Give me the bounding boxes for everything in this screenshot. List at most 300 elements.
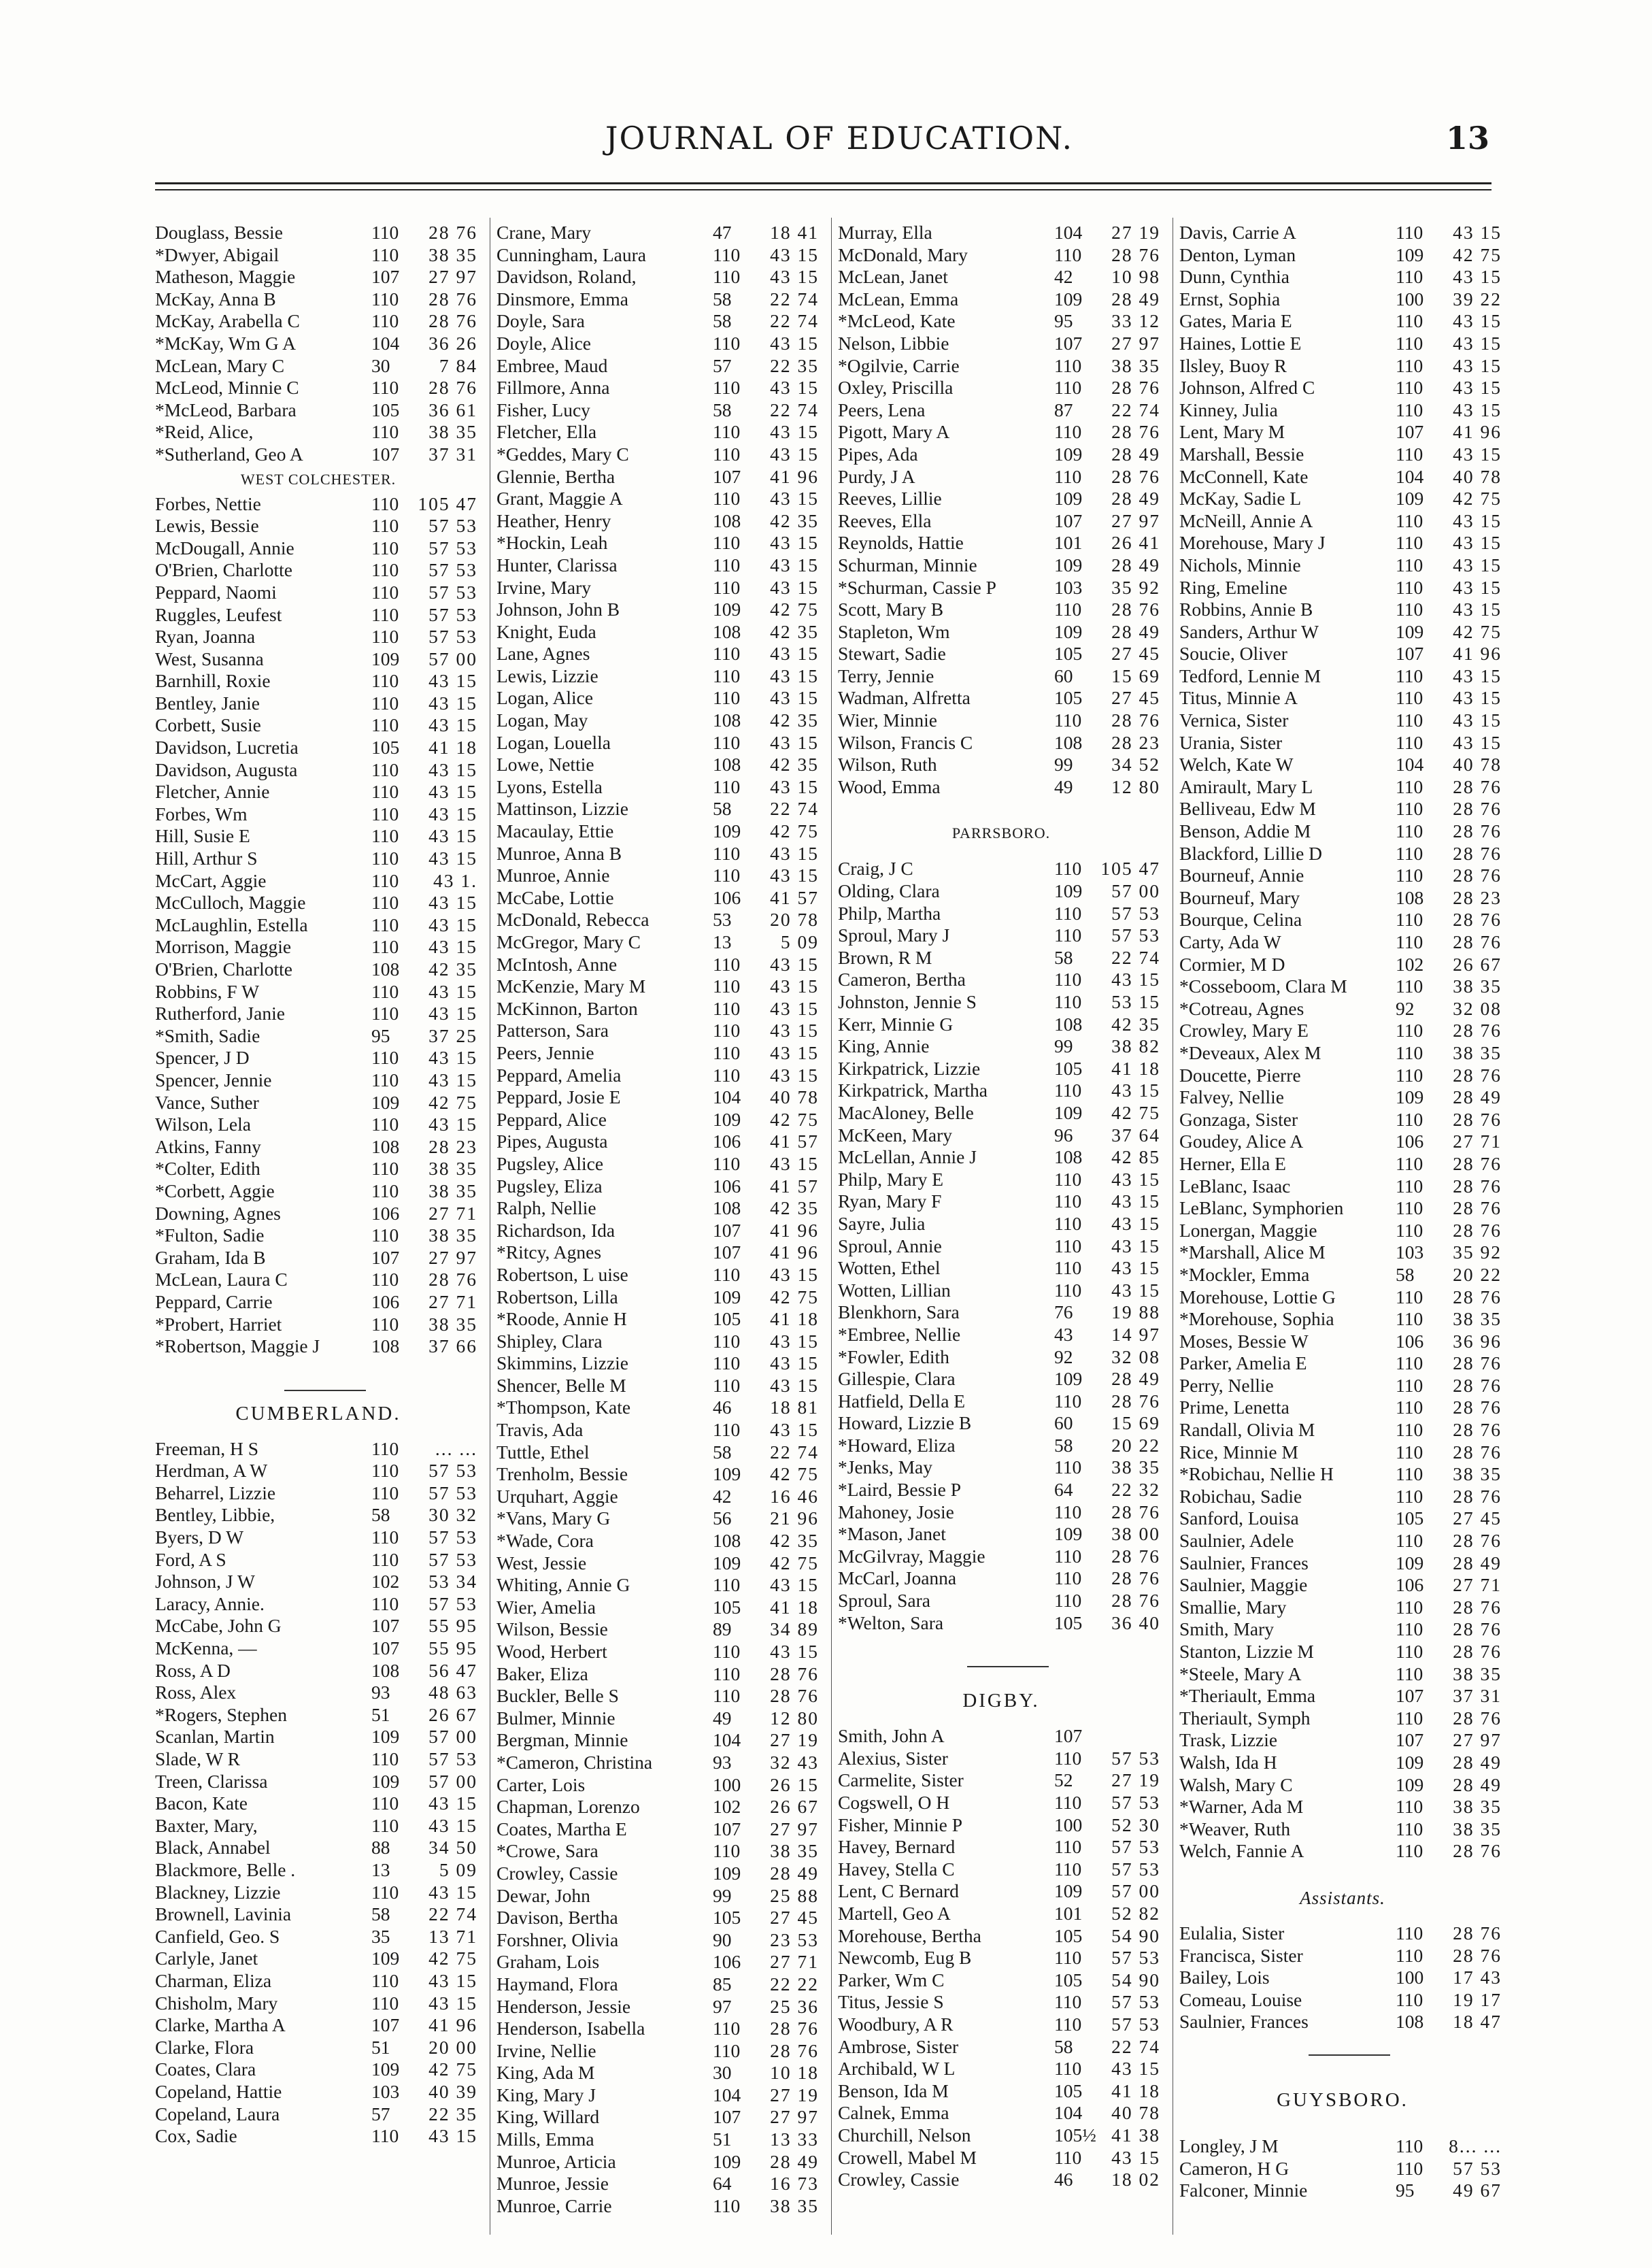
teacher-name: Perry, Nellie (1179, 1374, 1274, 1396)
table-row (1179, 1574, 1506, 1597)
grant-amount: 27 71 (1453, 1574, 1502, 1596)
teacher-name: Hill, Arthur S (155, 848, 258, 869)
days-taught: 110 (713, 1840, 741, 1862)
grant-amount: 28 76 (1453, 1419, 1502, 1441)
grant-amount: 28 76 (1453, 1707, 1502, 1729)
grant-amount: 41 38 (1111, 2124, 1160, 2146)
teacher-name: Morehouse, Lottie G (1179, 1286, 1336, 1307)
table-row (838, 2036, 1164, 2058)
teacher-name: Lane, Agnes (496, 643, 590, 665)
table-row (838, 1769, 1164, 1792)
days-taught: 110 (1054, 1279, 1082, 1301)
days-taught: 100 (713, 1773, 741, 1795)
days-taught: 110 (371, 758, 399, 780)
table-row (1179, 1086, 1506, 1109)
table-row (1179, 710, 1506, 732)
table-row (1179, 1352, 1506, 1375)
days-taught: 110 (1396, 332, 1423, 354)
teacher-name: Logan, Alice (496, 687, 594, 709)
teacher-name: Alexius, Sister (838, 1747, 948, 1769)
grant-amount: 28 76 (1453, 1197, 1502, 1219)
table-row (155, 1992, 482, 2015)
table-row (496, 909, 823, 931)
table-row (496, 377, 823, 399)
teacher-name: Hunter, Clarissa (496, 554, 618, 576)
grant-amount: 43 15 (1111, 1279, 1160, 1301)
days-taught: 110 (371, 692, 399, 714)
grant-amount: 27 97 (428, 1246, 477, 1268)
teacher-name: Ernst, Sophia (1179, 288, 1281, 310)
teacher-name: Haines, Lottie E (1179, 332, 1302, 354)
teacher-name: Carlyle, Janet (155, 1948, 258, 1969)
teacher-name: McDonald, Mary (838, 244, 968, 265)
days-taught: 110 (371, 1158, 399, 1180)
table-row (1179, 1308, 1506, 1331)
days-taught: 105 (1054, 1924, 1083, 1946)
days-taught: 87 (1054, 399, 1073, 420)
table-row (1179, 843, 1506, 865)
teacher-name: Munroe, Jessie (496, 2173, 609, 2195)
days-taught: 110 (1396, 554, 1423, 576)
table-row (496, 1885, 823, 1907)
days-taught: 110 (1054, 902, 1082, 924)
table-row (838, 732, 1164, 754)
days-taught: 110 (1054, 1257, 1082, 1279)
page-number: 13 (1445, 120, 1489, 156)
grant-amount: 57 53 (428, 515, 477, 537)
teacher-name: Davidson, Augusta (155, 758, 298, 780)
days-taught: 110 (371, 1069, 399, 1090)
grant-amount: 27 45 (1111, 643, 1160, 665)
grant-amount: 43 15 (1111, 1190, 1160, 1212)
teacher-name: Denton, Lyman (1179, 244, 1296, 265)
teacher-name: Francisca, Sister (1179, 1944, 1303, 1966)
grant-amount: 18 81 (770, 1397, 819, 1418)
table-row (1179, 1530, 1506, 1552)
table-row (838, 488, 1164, 510)
teacher-name: McIntosh, Anne (496, 953, 618, 975)
days-taught: 58 (713, 798, 732, 820)
table-row (838, 1903, 1164, 1925)
grant-amount: 26 41 (1111, 532, 1160, 554)
teacher-name: McLean, Mary C (155, 354, 285, 376)
grant-amount: 43 15 (770, 554, 819, 576)
grant-amount: 43 15 (1453, 310, 1502, 332)
teacher-name: Ring, Emeline (1179, 576, 1287, 598)
table-row (838, 1058, 1164, 1080)
section-heading: DIGBY. (962, 1690, 1040, 1712)
days-taught: 110 (1396, 1485, 1423, 1507)
days-taught: 52 (1054, 1769, 1073, 1791)
table-row (1179, 1264, 1506, 1286)
teacher-name: Clarke, Flora (155, 2036, 254, 2058)
teacher-name: Parker, Amelia E (1179, 1352, 1307, 1374)
table-row (155, 1069, 482, 1092)
table-row (838, 1435, 1164, 1457)
grant-amount: 28 76 (1111, 377, 1160, 399)
days-taught: 110 (713, 842, 741, 864)
teacher-name: King, Mary J (496, 2084, 596, 2105)
grant-amount: 13 33 (770, 2129, 819, 2150)
days-taught: 107 (1054, 1725, 1083, 1747)
teacher-name: Kerr, Minnie G (838, 1013, 954, 1035)
teacher-name: Robichau, Sadie (1179, 1485, 1302, 1507)
teacher-name: Davidson, Lucretia (155, 737, 299, 758)
days-taught: 105 (1054, 643, 1083, 665)
grant-amount: 42 75 (1453, 620, 1502, 642)
days-taught: 110 (1396, 377, 1423, 399)
teacher-name: Mills, Emma (496, 2129, 594, 2150)
table-row (838, 1523, 1164, 1546)
days-taught: 109 (713, 2150, 741, 2172)
days-taught: 110 (1054, 991, 1082, 1012)
teacher-name: Ross, Alex (155, 1682, 237, 1703)
grant-amount: 32 43 (770, 1751, 819, 1773)
table-row (496, 1042, 823, 1065)
teacher-name: Martell, Geo A (838, 1902, 951, 1924)
grant-amount: 28 76 (770, 1663, 819, 1684)
days-taught: 110 (371, 1748, 399, 1769)
teacher-name: *Fulton, Sadie (155, 1224, 265, 1246)
grant-amount: 43 1. (433, 869, 477, 891)
teacher-name: Reynolds, Hattie (838, 532, 964, 554)
table-row (496, 1086, 823, 1109)
table-row (838, 266, 1164, 288)
days-taught: 110 (371, 714, 399, 736)
grant-amount: 42 75 (770, 1286, 819, 1307)
teacher-name: Irvine, Mary (496, 576, 591, 598)
table-row (155, 1438, 482, 1461)
days-taught: 110 (713, 443, 741, 465)
days-taught: 110 (371, 377, 399, 399)
teacher-name: *Welton, Sara (838, 1612, 944, 1633)
teacher-name: Pipes, Augusta (496, 1131, 608, 1152)
days-taught: 108 (713, 510, 741, 531)
days-taught: 58 (713, 288, 732, 310)
days-taught: 110 (713, 2018, 741, 2039)
days-taught: 108 (1054, 1013, 1083, 1035)
grant-amount: 43 15 (770, 1041, 819, 1063)
days-taught: 49 (713, 1707, 732, 1729)
teacher-name: McDonald, Rebecca (496, 909, 650, 931)
grant-amount: 37 66 (428, 1335, 477, 1357)
table-row (496, 2129, 823, 2151)
table-row (155, 604, 482, 627)
table-row (838, 244, 1164, 267)
grant-amount: 43 15 (770, 1641, 819, 1662)
days-taught: 110 (371, 848, 399, 869)
days-taught: 110 (1054, 2146, 1082, 2168)
days-taught: 108 (1054, 731, 1083, 753)
grant-amount: 27 97 (770, 1818, 819, 1839)
days-taught: 102 (371, 1571, 400, 1592)
spacer (838, 847, 1164, 858)
grant-amount: 57 53 (428, 537, 477, 558)
teacher-name: Crowley, Cassie (838, 2169, 960, 2190)
teacher-name: Johnson, John B (496, 599, 620, 620)
table-row (496, 1220, 823, 1242)
grant-amount: 28 76 (1453, 1530, 1502, 1552)
table-row (838, 1814, 1164, 1837)
table-row (496, 1331, 823, 1353)
table-row (496, 1286, 823, 1309)
table-row (155, 288, 482, 311)
teacher-name: O'Brien, Charlotte (155, 559, 292, 581)
grant-amount: 40 39 (428, 2080, 477, 2102)
teacher-name: Irvine, Nellie (496, 2039, 596, 2061)
teacher-name: *Embree, Nellie (838, 1323, 961, 1345)
teacher-name: Black, Annabel (155, 1837, 271, 1858)
days-taught: 110 (1396, 2135, 1423, 2156)
teacher-name: Wadman, Alfretta (838, 687, 971, 709)
grant-amount: 22 74 (1111, 946, 1160, 968)
teacher-name: Pipes, Ada (838, 443, 918, 465)
grant-amount: 28 76 (1453, 1352, 1502, 1374)
table-row (155, 1792, 482, 1815)
teacher-name: Corbett, Susie (155, 714, 261, 736)
grant-amount: 28 49 (770, 2150, 819, 2172)
teacher-name: Graham, Ida B (155, 1246, 266, 1268)
teacher-name: Lewis, Bessie (155, 515, 259, 537)
teacher-name: Glennie, Bertha (496, 465, 616, 487)
days-taught: 110 (1054, 1991, 1082, 2013)
days-taught: 110 (713, 421, 741, 443)
teacher-name: Bailey, Lois (1179, 1967, 1270, 1988)
teacher-name: Munroe, Carrie (496, 2195, 612, 2216)
teacher-name: Chisholm, Mary (155, 1992, 278, 2014)
grant-amount: 43 15 (428, 848, 477, 869)
teacher-name: Tedford, Lennie M (1179, 665, 1321, 686)
table-row (155, 1291, 482, 1314)
teacher-name: Canfield, Geo. S (155, 1925, 280, 1947)
days-taught: 47 (713, 222, 732, 243)
table-row (155, 936, 482, 958)
table-row (838, 1479, 1164, 1501)
grant-amount: 28 76 (1453, 931, 1502, 952)
grant-amount: 43 15 (1111, 2058, 1160, 2080)
days-taught: 99 (1054, 754, 1073, 776)
table-row (1179, 266, 1506, 288)
days-taught: 110 (713, 997, 741, 1019)
table-row (155, 1970, 482, 1992)
teacher-name: Woodbury, A R (838, 2013, 954, 2035)
teacher-name: Philp, Martha (838, 902, 941, 924)
days-taught: 106 (371, 1290, 400, 1312)
table-row (496, 1153, 823, 1175)
grant-amount: 22 74 (428, 1903, 477, 1925)
days-taught: 110 (1396, 443, 1423, 465)
days-taught: 110 (1396, 1041, 1423, 1063)
teacher-name: Wilson, Bessie (496, 1618, 608, 1640)
teacher-name: Barnhill, Roxie (155, 670, 271, 692)
grant-amount: 42 75 (770, 820, 819, 842)
table-row (155, 1003, 482, 1025)
teacher-name: Charman, Eliza (155, 1969, 272, 1991)
grant-amount: 43 15 (428, 1992, 477, 2014)
days-taught: 110 (371, 980, 399, 1002)
table-row (1179, 310, 1506, 333)
grant-amount: 43 15 (1453, 266, 1502, 288)
teacher-name: *Smith, Sadie (155, 1024, 260, 1046)
days-taught: 110 (713, 1574, 741, 1596)
teacher-name: Saulnier, Adele (1179, 1530, 1294, 1552)
table-row (155, 1269, 482, 1291)
grant-amount: 10 98 (1111, 266, 1160, 288)
table-row (1179, 1042, 1506, 1065)
grant-amount: 22 35 (428, 2103, 477, 2124)
teacher-name: *Cotreau, Agnes (1179, 997, 1304, 1019)
days-taught: 43 (1054, 1323, 1073, 1345)
days-taught: 110 (1396, 1641, 1423, 1662)
grant-amount: 57 53 (1111, 1792, 1160, 1813)
table-columns (155, 222, 1502, 2235)
grant-amount: 43 15 (770, 1419, 819, 1441)
table-row (496, 1996, 823, 2018)
table-row (838, 377, 1164, 399)
table-row (838, 1235, 1164, 1258)
teacher-name: Coates, Clara (155, 2058, 256, 2080)
table-row (155, 2014, 482, 2037)
teacher-name: King, Annie (838, 1035, 930, 1057)
table-row (496, 1308, 823, 1331)
grant-amount: 55 95 (428, 1615, 477, 1637)
teacher-name: Logan, May (496, 710, 588, 731)
days-taught: 107 (1396, 1729, 1424, 1751)
days-taught: 110 (713, 2039, 741, 2061)
table-row (155, 2037, 482, 2059)
teacher-name: McKay, Anna B (155, 288, 276, 310)
days-taught: 110 (1396, 1064, 1423, 1086)
table-row (838, 1280, 1164, 1302)
table-row (155, 1460, 482, 1482)
table-row (1179, 1989, 1506, 2012)
grant-amount: 43 15 (1453, 687, 1502, 709)
teacher-name: Nelson, Libbie (838, 332, 949, 354)
teacher-name: West, Susanna (155, 648, 264, 669)
days-taught: 95 (1054, 310, 1073, 332)
teacher-name: Smith, Mary (1179, 1618, 1275, 1640)
days-taught: 108 (713, 1530, 741, 1552)
table-row (838, 1390, 1164, 1413)
days-taught: 110 (371, 1047, 399, 1069)
table-row (838, 1969, 1164, 1992)
table-row (838, 1257, 1164, 1280)
table-row (496, 1241, 823, 1264)
grant-amount: 43 15 (1453, 332, 1502, 354)
days-taught: 110 (713, 975, 741, 997)
teacher-name: MacAloney, Belle (838, 1101, 974, 1123)
table-row (496, 510, 823, 533)
days-taught: 110 (371, 1548, 399, 1570)
teacher-name: Walsh, Mary C (1179, 1773, 1293, 1795)
grant-amount: 43 15 (770, 687, 819, 709)
days-taught: 110 (371, 825, 399, 847)
teacher-name: Coates, Martha E (496, 1818, 627, 1839)
table-row (838, 754, 1164, 776)
teacher-name: Whiting, Annie G (496, 1574, 630, 1596)
table-row (1179, 1967, 1506, 1989)
grant-amount: 28 76 (1111, 1545, 1160, 1567)
days-taught: 110 (371, 1792, 399, 1814)
table-row (838, 421, 1164, 444)
days-taught: 108 (371, 1335, 400, 1357)
table-row (155, 2058, 482, 2081)
table-row (155, 1549, 482, 1571)
days-taught: 109 (1054, 443, 1083, 465)
table-row (496, 1818, 823, 1841)
table-row (155, 714, 482, 737)
table-row (496, 954, 823, 976)
days-taught: 109 (1396, 1552, 1424, 1573)
grant-amount: 32 08 (1453, 997, 1502, 1019)
days-taught: 110 (713, 554, 741, 576)
days-taught: 109 (713, 1108, 741, 1130)
spacer (1179, 1912, 1506, 1922)
teacher-name: *Reid, Alice, (155, 421, 254, 443)
table-row (496, 355, 823, 378)
teacher-name: Brown, R M (838, 946, 932, 968)
grant-amount: 43 15 (1453, 576, 1502, 598)
journal-title: JOURNAL OF EDUCATION. (605, 120, 1074, 156)
grant-amount: 57 53 (428, 603, 477, 625)
teacher-name: Davidson, Roland, (496, 266, 637, 288)
grant-amount: 16 46 (770, 1485, 819, 1507)
days-taught: 110 (1396, 931, 1423, 952)
table-row (155, 1025, 482, 1048)
grant-amount: 57 53 (428, 1527, 477, 1548)
grant-amount: 42 35 (428, 958, 477, 980)
grant-amount: ... ... (435, 1437, 477, 1459)
grant-amount: 42 35 (1111, 1013, 1160, 1035)
table-row (1179, 687, 1506, 710)
teacher-name: *Warner, Ada M (1179, 1796, 1304, 1818)
teacher-name: Peppard, Alice (496, 1108, 607, 1130)
table-row (496, 2173, 823, 2195)
teacher-name: Trask, Lizzie (1179, 1729, 1278, 1751)
teacher-name: Walsh, Ida H (1179, 1751, 1277, 1773)
grant-amount: 18 02 (1111, 2169, 1160, 2190)
grant-amount: 22 74 (770, 1441, 819, 1463)
days-taught: 109 (371, 2058, 400, 2080)
teacher-name: Calnek, Emma (838, 2102, 949, 2124)
grant-amount: 19 17 (1453, 1988, 1502, 2010)
table-row (155, 1482, 482, 1505)
table-row (155, 848, 482, 870)
grant-amount: 43 15 (1453, 665, 1502, 686)
teacher-name: Bulmer, Minnie (496, 1707, 616, 1729)
table-row (838, 710, 1164, 732)
grant-amount: 22 32 (1111, 1479, 1160, 1501)
days-taught: 107 (371, 443, 400, 465)
table-row (838, 1080, 1164, 1102)
days-taught: 108 (1054, 1146, 1083, 1168)
days-taught: 58 (371, 1903, 390, 1925)
teacher-name: Forshner, Olivia (496, 1929, 619, 1950)
table-row (496, 1352, 823, 1375)
teacher-name: King, Ada M (496, 2062, 595, 2084)
days-taught: 105 (713, 1308, 741, 1330)
grant-amount: 27 71 (1453, 1131, 1502, 1152)
table-row (155, 825, 482, 848)
grant-amount: 28 76 (1453, 1020, 1502, 1041)
days-taught: 110 (1054, 710, 1082, 731)
table-row (496, 1774, 823, 1797)
table-row (1179, 798, 1506, 820)
table-row (1179, 732, 1506, 754)
days-taught: 105 (1054, 2080, 1083, 2101)
grant-amount: 25 88 (770, 1884, 819, 1906)
grant-amount: 43 15 (770, 865, 819, 886)
